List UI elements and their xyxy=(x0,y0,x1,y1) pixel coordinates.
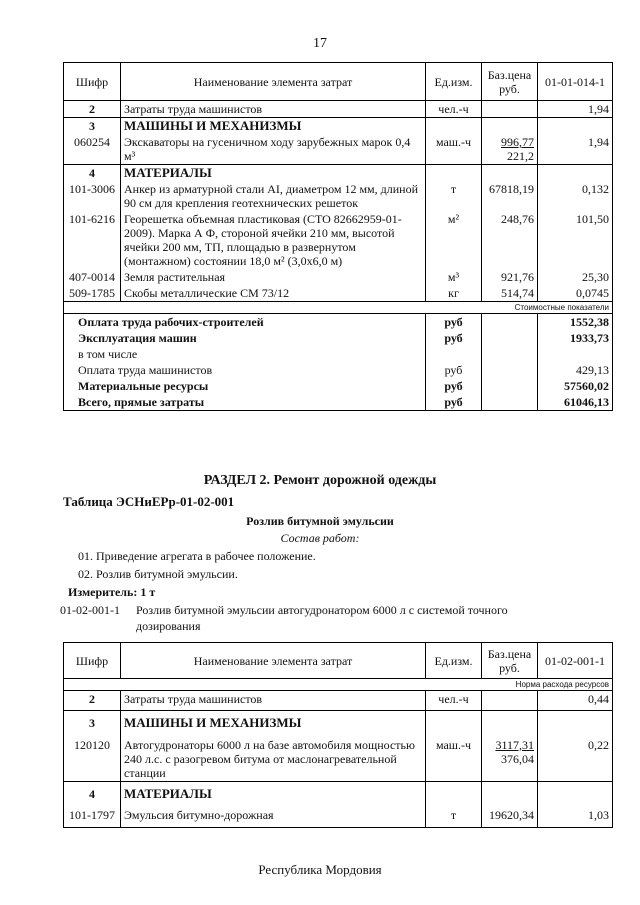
row-unit: маш.-ч xyxy=(426,134,482,165)
row-value: 25,30 xyxy=(538,269,613,285)
header-unit: Ед.изм. xyxy=(426,643,482,679)
row-code: 407-0014 xyxy=(64,269,121,285)
table-row xyxy=(64,118,613,135)
row-code: 101-6216 xyxy=(64,211,121,269)
row-price: 67818,19 xyxy=(482,181,538,211)
header-column-code: 01-02-001-1 xyxy=(538,643,613,679)
item-code: 01-02-001-1 xyxy=(60,603,120,617)
header-code: Шифр xyxy=(64,63,121,101)
summary-label: Эксплуатация машин xyxy=(64,330,426,346)
row-value: 0,22 xyxy=(538,733,613,782)
row-value: 101,50 xyxy=(538,211,613,269)
table-row xyxy=(64,181,613,211)
row-value: 0,44 xyxy=(538,691,613,711)
work-composition-label: Состав работ: xyxy=(280,531,360,545)
header-name: Наименование элемента затрат xyxy=(121,63,426,101)
summary-label: в том числе xyxy=(64,346,426,362)
row-price: 19620,34 xyxy=(482,803,538,827)
resources-table-2 xyxy=(63,642,613,828)
row-value: 1,94 xyxy=(538,101,613,118)
section-title: РАЗДЕЛ 2. Ремонт дорожной одежды xyxy=(203,473,437,488)
row-name: МАТЕРИАЛЫ xyxy=(121,165,426,182)
table-row xyxy=(64,269,613,285)
row-name: Автогудронаторы 6000 л на базе автомобиля мощностью 240 л.с. с разогревом битума от маслонагревательной станции xyxy=(121,733,426,782)
step-2: 02. Розлив битумной эмульсии. xyxy=(78,567,238,581)
measure-unit: Измеритель: 1 т xyxy=(68,585,156,599)
header-price: Баз.цена руб. xyxy=(482,643,538,679)
summary-unit: руб xyxy=(426,378,482,394)
row-code: 060254 xyxy=(64,134,121,165)
header-name: Наименование элемента затрат xyxy=(121,643,426,679)
row-code: 509-1785 xyxy=(64,285,121,302)
table-row xyxy=(64,134,613,165)
row-value: 0,0745 xyxy=(538,285,613,302)
footer-region: Республика Мордовия xyxy=(258,862,382,877)
summary-value: 1933,73 xyxy=(538,330,613,346)
row-name: Экскаваторы на гусеничном ходу зарубежных марок 0,4 м³ xyxy=(121,134,426,165)
cost-indicators-label: Стоимостные показатели xyxy=(64,302,613,314)
row-code: 2 xyxy=(64,691,121,711)
row-value: 1,03 xyxy=(538,803,613,827)
row-unit: т xyxy=(426,803,482,827)
summary-unit: руб xyxy=(426,314,482,331)
row-code: 3 xyxy=(64,118,121,135)
row-value: 0,132 xyxy=(538,181,613,211)
row-name: Затраты труда машинистов xyxy=(121,101,426,118)
table-row xyxy=(64,711,613,733)
row-code: 101-3006 xyxy=(64,181,121,211)
table-row xyxy=(64,285,613,302)
summary-label: Оплата труда машинистов xyxy=(64,362,426,378)
resources-table-1 xyxy=(63,62,613,411)
header-price: Баз.цена руб. xyxy=(482,63,538,101)
summary-value: 1552,38 xyxy=(538,314,613,331)
row-unit: т xyxy=(426,181,482,211)
table-row xyxy=(64,781,613,803)
row-name: Эмульсия битумно-дорожная xyxy=(121,803,426,827)
row-code: 4 xyxy=(64,781,121,803)
row-name: МАТЕРИАЛЫ xyxy=(121,781,426,803)
row-code: 101-1797 xyxy=(64,803,121,827)
step-1: 01. Приведение агрегата в рабочее положение. xyxy=(78,549,316,563)
row-unit: кг xyxy=(426,285,482,302)
row-price: 921,76 xyxy=(482,269,538,285)
row-price: 996,77 221,2 xyxy=(482,134,538,165)
item-description-line-1: Розлив битумной эмульсии автогудронатором 6000 л с системой точного xyxy=(136,603,508,617)
summary-unit: руб xyxy=(426,330,482,346)
header-unit: Ед.изм. xyxy=(426,63,482,101)
page-number: 17 xyxy=(313,36,327,51)
row-name: Анкер из арматурной стали AI, диаметром 12 мм, длиной 90 см для крепления геотехнических решеток xyxy=(121,181,426,211)
row-unit: чел.-ч xyxy=(426,101,482,118)
item-description-line-2: дозирования xyxy=(136,619,201,633)
row-unit: чел.-ч xyxy=(426,691,482,711)
summary-label: Материальные ресурсы xyxy=(64,378,426,394)
row-value: 1,94 xyxy=(538,134,613,165)
row-unit: маш.-ч xyxy=(426,733,482,782)
row-unit: м² xyxy=(426,211,482,269)
row-code: 120120 xyxy=(64,733,121,782)
row-code: 2 xyxy=(64,101,121,118)
row-name: Затраты труда машинистов xyxy=(121,691,426,711)
row-name: Георешетка объемная пластиковая (СТО 82662959-01-2009). Марка А Ф, стороной ячейки 210 мм, высотой ячейки 200 мм, ТП, площадью в развернутом (монтажном) состоянии 18,0 м² (3,0х6,0 м) xyxy=(121,211,426,269)
table-row xyxy=(64,101,613,118)
row-price: 514,74 xyxy=(482,285,538,302)
row-name: Земля растительная xyxy=(121,269,426,285)
table-row xyxy=(64,691,613,711)
summary-value: 57560,02 xyxy=(538,378,613,394)
summary-unit: руб xyxy=(426,362,482,378)
row-name: МАШИНЫ И МЕХАНИЗМЫ xyxy=(121,118,426,135)
row-name: МАШИНЫ И МЕХАНИЗМЫ xyxy=(121,711,426,733)
row-price: 248,76 xyxy=(482,211,538,269)
table-title: Таблица ЭСНиЕРр-01-02-001 xyxy=(63,494,235,509)
row-price: 3117,31 376,04 xyxy=(482,733,538,782)
table-row xyxy=(64,803,613,827)
summary-value: 61046,13 xyxy=(538,394,613,411)
summary-unit: руб xyxy=(426,394,482,411)
row-price xyxy=(482,101,538,118)
table-row xyxy=(64,165,613,182)
header-code: Шифр xyxy=(64,643,121,679)
norm-label: Норма расхода ресурсов xyxy=(64,679,613,691)
row-unit: м³ xyxy=(426,269,482,285)
work-title: Розлив битумной эмульсии xyxy=(246,514,394,528)
table-row xyxy=(64,733,613,782)
row-name: Скобы металлические СМ 73/12 xyxy=(121,285,426,302)
summary-label: Всего, прямые затраты xyxy=(64,394,426,411)
summary-value: 429,13 xyxy=(538,362,613,378)
row-code: 3 xyxy=(64,711,121,733)
header-column-code: 01-01-014-1 xyxy=(538,63,613,101)
summary-label: Оплата труда рабочих-строителей xyxy=(64,314,426,331)
row-code: 4 xyxy=(64,165,121,182)
table-row xyxy=(64,211,613,269)
